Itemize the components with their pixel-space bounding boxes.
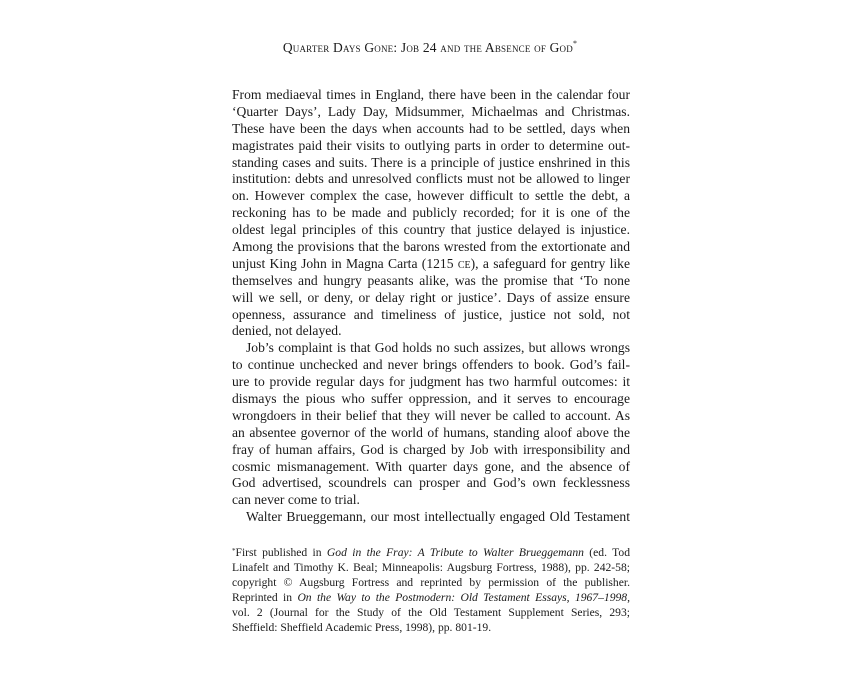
body-line: fray of human affairs, God is charged by Job with irresponsibility and bbox=[232, 441, 630, 457]
paragraph-3-first-line: Walter Brueggemann, our most intellectually engaged Old Testament bbox=[246, 509, 630, 525]
body-line: Among the provisions that the barons wrested from the extortionate and bbox=[232, 239, 630, 255]
footnote-text: Reprinted in bbox=[232, 591, 298, 604]
chapter-title-text: Quarter Days Gone: Job 24 and the Absence of God bbox=[282, 40, 573, 55]
body-line: openness, assurance and timeliness of justice, justice not sold, not bbox=[232, 306, 630, 322]
body-line: will we sell, or deny, or delay right or justice’. Days of assize ensure bbox=[232, 289, 630, 305]
body-line bbox=[232, 256, 630, 273]
chapter-title bbox=[0, 40, 860, 56]
body-line: oldest legal principles of this country that justice delayed is injustice. bbox=[232, 222, 630, 238]
footnote-line: vol. 2 (Journal for the Study of the Old Testament Supplement Series, 293; bbox=[232, 606, 630, 619]
body-line: ‘Quarter Days’, Lady Day, Midsummer, Michaelmas and Christmas. bbox=[232, 103, 630, 119]
body-line: From mediaeval times in England, there have been in the calendar four bbox=[232, 87, 630, 102]
body-line: to continue unchecked and never brings offenders to book. God’s fail- bbox=[232, 357, 630, 373]
body-line: themselves and hungry peasants alike, was the promise that ‘To none bbox=[232, 272, 630, 288]
title-footnote-marker: * bbox=[572, 39, 578, 48]
book-title: On the Way to the Postmodern: Old Testament Essays, 1967–1998 bbox=[297, 591, 628, 604]
magna-carta-text-cont: ), a safeguard for gentry like bbox=[470, 255, 630, 271]
footnote-line bbox=[232, 590, 630, 605]
book-title: God in the Fray: A Tribute to Walter Brueggemann bbox=[326, 546, 584, 559]
body-line: These have been the days when accounts had to be settled, days when bbox=[232, 120, 630, 136]
body-line: denied, not delayed. bbox=[232, 323, 342, 339]
body-line: magistrates paid their visits to outlying parts in order to determine out- bbox=[232, 137, 630, 153]
body-line: institution: debts and unresolved conflicts must not be allowed to linger bbox=[232, 171, 630, 187]
body-line: can never come to trial. bbox=[232, 492, 360, 508]
body-line: an absentee governor of the world of humans, standing aloof above the bbox=[232, 424, 630, 440]
body-line: reckoning has to be made and publicly recorded; for it is one of the bbox=[232, 205, 630, 221]
body-line: ure to provide regular days for judgment has two harmful outcomes: it bbox=[232, 374, 630, 390]
body-line: God advertised, scoundrels can prosper and God’s own fecklessness bbox=[232, 475, 630, 491]
footnote-line: Sheffield: Sheffield Academic Press, 1998), pp. 801-19. bbox=[232, 621, 492, 634]
footnote-line: Linafelt and Timothy K. Beal; Minneapolis: Augsburg Fortress, 1988), pp. 242-58; bbox=[232, 561, 630, 574]
paragraph-2-first-line: Job’s complaint is that God holds no such assizes, but allows wrongs bbox=[246, 340, 630, 356]
body-line: wrongdoers in their belief that they will never be called to account. As bbox=[232, 407, 630, 423]
footnote bbox=[232, 545, 630, 635]
body-line: on. However complex the case, however difficult to settle the debt, a bbox=[232, 188, 630, 204]
era-abbrev: ce bbox=[457, 255, 471, 271]
body-line: standing cases and suits. There is a principle of justice enshrined in this bbox=[232, 154, 630, 170]
body-text bbox=[232, 87, 630, 526]
footnote-line bbox=[232, 545, 630, 560]
magna-carta-text: unjust King John in Magna Carta (1215 bbox=[232, 255, 458, 271]
body-line: dismays the pious who suffer oppression, and it serves to encourage bbox=[232, 391, 630, 407]
footnote-text: First published in bbox=[235, 546, 327, 559]
body-line: cosmic mismanagement. With quarter days gone, and the absence of bbox=[232, 458, 630, 474]
footnote-text: (ed. Tod bbox=[583, 546, 630, 559]
footnote-line: copyright © Augsburg Fortress and reprinted by permission of the publisher. bbox=[232, 576, 630, 589]
footnote-text: , bbox=[627, 591, 630, 604]
footnote-marker: * bbox=[232, 547, 236, 555]
